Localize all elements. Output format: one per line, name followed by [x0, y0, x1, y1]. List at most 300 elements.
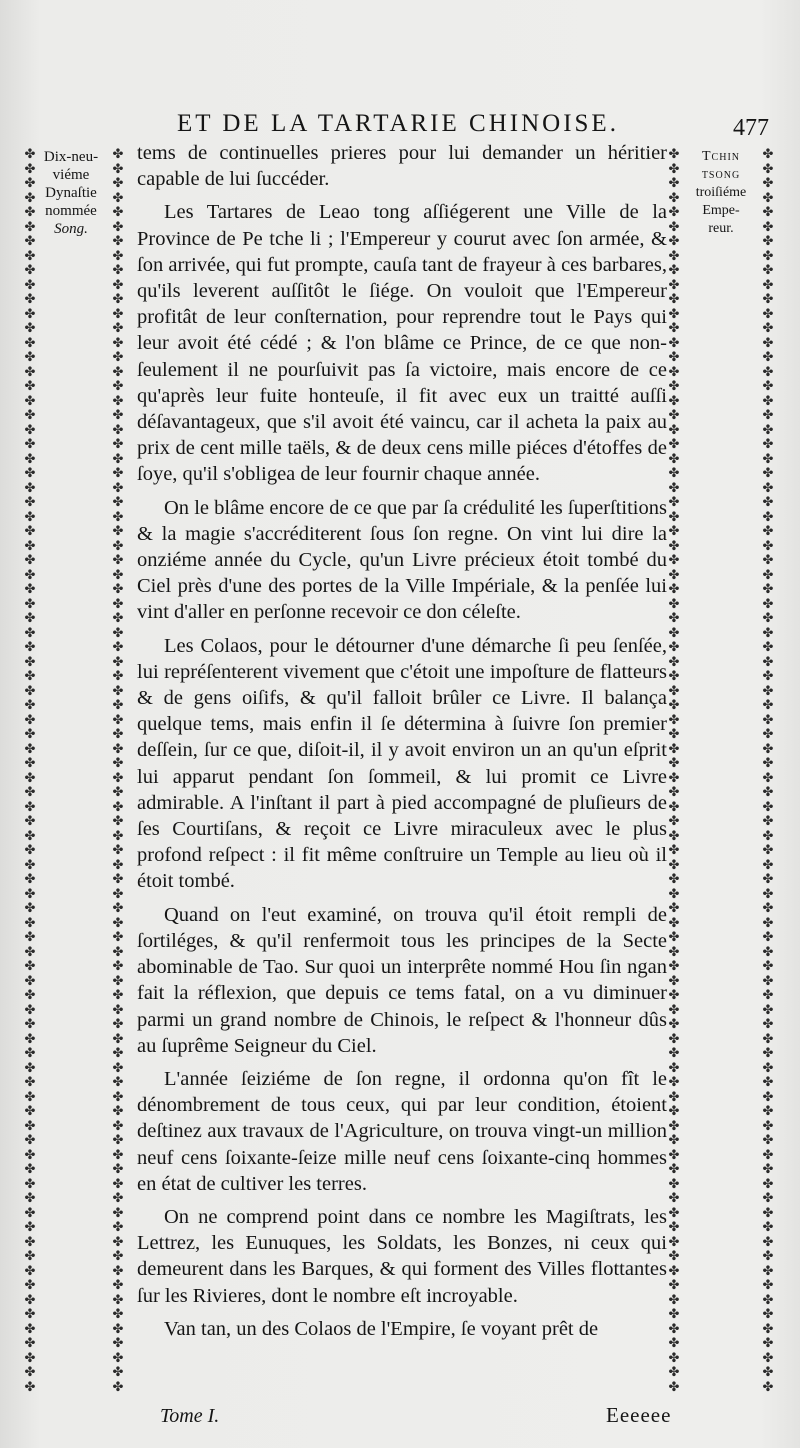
fleuron-ornament-icon: ✤ [24, 1278, 36, 1293]
fleuron-ornament-icon: ✤ [668, 785, 680, 800]
fleuron-ornament-icon: ✤ [762, 1220, 774, 1235]
fleuron-ornament-icon: ✤ [112, 292, 124, 307]
fleuron-ornament-icon: ✤ [762, 770, 774, 786]
left-margin-line: nommée [45, 203, 97, 219]
fleuron-ornament-icon: ✤ [112, 669, 124, 684]
fleuron-ornament-icon: ✤ [668, 1234, 680, 1250]
fleuron-ornament-icon: ✤ [112, 611, 124, 626]
fleuron-ornament-icon: ✤ [112, 785, 124, 800]
fleuron-ornament-icon: ✤ [668, 814, 680, 829]
fleuron-ornament-icon: ✤ [112, 480, 124, 496]
fleuron-ornament-icon: ✤ [762, 321, 774, 336]
fleuron-ornament-icon: ✤ [762, 727, 774, 742]
main-text [137, 140, 667, 1349]
fleuron-ornament-icon: ✤ [762, 335, 774, 351]
fleuron-ornament-icon: ✤ [24, 785, 36, 800]
fleuron-ornament-icon: ✤ [762, 1263, 774, 1279]
fleuron-ornament-icon: ✤ [112, 1118, 124, 1134]
fleuron-ornament-icon: ✤ [668, 698, 680, 713]
fleuron-ornament-icon: ✤ [24, 1031, 36, 1047]
fleuron-ornament-icon: ✤ [24, 727, 36, 742]
fleuron-ornament-icon: ✤ [112, 148, 124, 162]
fleuron-ornament-icon: ✤ [762, 161, 774, 177]
fleuron-ornament-icon: ✤ [762, 1104, 774, 1119]
fleuron-ornament-icon: ✤ [668, 944, 680, 960]
fleuron-ornament-icon: ✤ [24, 292, 36, 307]
fleuron-ornament-icon: ✤ [24, 234, 36, 249]
page-number: 477 [733, 115, 769, 141]
fleuron-ornament-icon: ✤ [24, 944, 36, 960]
fleuron-ornament-icon: ✤ [24, 567, 36, 583]
fleuron-ornament-icon: ✤ [24, 306, 36, 322]
fleuron-ornament-icon: ✤ [112, 756, 124, 771]
fleuron-ornament-icon: ✤ [668, 1060, 680, 1076]
fleuron-ornament-icon: ✤ [112, 451, 124, 467]
fleuron-ornament-icon: ✤ [668, 234, 680, 249]
fleuron-ornament-icon: ✤ [668, 1220, 680, 1235]
paragraph: Quand on l'eut examiné, on trouva qu'il étoit rempli de ſortiléges, & qu'il renfermoit tous les principes de la Secte abominable de Tao. Sur quoi un interprête nommé Hou ſin ngan fait la réflexion, que depuis ce tems fatal, on a vu diminuer parmi un grand nombre de Chinois, le reſpect & l'honneur dûs au ſuprême Seigneur du Ciel. [137, 903, 667, 1057]
fleuron-ornament-icon: ✤ [668, 1118, 680, 1134]
fleuron-ornament-icon: ✤ [112, 350, 124, 365]
fleuron-ornament-icon: ✤ [24, 364, 36, 380]
fleuron-ornament-icon: ✤ [112, 176, 124, 191]
fleuron-ornament-icon: ✤ [24, 1118, 36, 1134]
fleuron-ornament-icon: ✤ [24, 263, 36, 278]
fleuron-ornament-icon: ✤ [668, 466, 680, 481]
fleuron-ornament-icon: ✤ [112, 886, 124, 902]
fleuron-ornament-icon: ✤ [112, 683, 124, 699]
fleuron-ornament-icon: ✤ [112, 1104, 124, 1119]
fleuron-ornament-icon: ✤ [112, 161, 124, 177]
fleuron-ornament-icon: ✤ [24, 799, 36, 815]
fleuron-ornament-icon: ✤ [762, 422, 774, 438]
fleuron-ornament-icon: ✤ [668, 625, 680, 641]
fleuron-ornament-icon: ✤ [112, 248, 124, 264]
fleuron-ornament-icon: ✤ [24, 1263, 36, 1279]
fleuron-ornament-icon: ✤ [668, 727, 680, 742]
fleuron-ornament-icon: ✤ [668, 567, 680, 583]
fleuron-ornament-icon: ✤ [24, 1379, 36, 1395]
fleuron-ornament-icon: ✤ [762, 350, 774, 365]
fleuron-ornament-icon: ✤ [668, 306, 680, 322]
right-outer-ornament-column [760, 148, 776, 1398]
fleuron-ornament-icon: ✤ [24, 669, 36, 684]
fleuron-ornament-icon: ✤ [668, 1133, 680, 1148]
fleuron-ornament-icon: ✤ [762, 1234, 774, 1250]
fleuron-ornament-icon: ✤ [668, 495, 680, 510]
fleuron-ornament-icon: ✤ [112, 1002, 124, 1018]
left-inner-ornament-column [110, 148, 126, 1398]
fleuron-ornament-icon: ✤ [762, 538, 774, 554]
fleuron-ornament-icon: ✤ [24, 770, 36, 786]
fleuron-ornament-icon: ✤ [668, 509, 680, 525]
fleuron-ornament-icon: ✤ [112, 741, 124, 757]
fleuron-ornament-icon: ✤ [112, 364, 124, 380]
fleuron-ornament-icon: ✤ [762, 379, 774, 394]
fleuron-ornament-icon: ✤ [24, 1162, 36, 1177]
fleuron-ornament-icon: ✤ [112, 1046, 124, 1061]
paragraph: L'année ſeiziéme de ſon regne, il ordonna qu'on fît le dénombrement de tous ceux, qui par leur condition, étoient deſtinez aux travaux de l'Agriculture, on trouva vingt-un million neuf cens ſoixante-ſeize mille neuf cens ſoixante-cinq hommes en état de cultiver les terres. [137, 1067, 667, 1195]
fleuron-ornament-icon: ✤ [24, 741, 36, 757]
fleuron-ornament-icon: ✤ [24, 828, 36, 844]
fleuron-ornament-icon: ✤ [112, 1336, 124, 1351]
fleuron-ornament-icon: ✤ [24, 814, 36, 829]
fleuron-ornament-icon: ✤ [762, 466, 774, 481]
fleuron-ornament-icon: ✤ [112, 1147, 124, 1163]
fleuron-ornament-icon: ✤ [762, 872, 774, 887]
fleuron-ornament-icon: ✤ [24, 1075, 36, 1090]
fleuron-ornament-icon: ✤ [668, 451, 680, 467]
fleuron-ornament-icon: ✤ [24, 350, 36, 365]
fleuron-ornament-icon: ✤ [112, 625, 124, 641]
fleuron-ornament-icon: ✤ [668, 248, 680, 264]
fleuron-ornament-icon: ✤ [668, 1263, 680, 1279]
fleuron-ornament-icon: ✤ [762, 234, 774, 249]
fleuron-ornament-icon: ✤ [112, 1234, 124, 1250]
fleuron-ornament-icon: ✤ [668, 176, 680, 191]
paragraph: Les Tartares de Leao tong aſſiégerent une Ville de la Province de Pe tche li ; l'Empereur y courut avec ſon armée, & ſon arrivée, qui fut prompte, cauſa tant de frayeur à ces barbares, qu'ils leverent auſſitôt le ſiége. On vouloit que l'Empereur profitât de leur conſternation, pour reprendre tout le Pays qui leur avoit été cédé ; & l'on blâme ce Prince, de ce que non-ſeulement il ne pourſuivit pas ſa victoire, mais encore de ce qu'après leur fuite honteuſe, il fit avec eux un traitté auſſi déſavantageux, que s'il avoit été vaincu, car il acheta la paix au prix de cent mille taëls, & de deux cens mille piéces d'étoffes de ſoye, qu'il s'obligea de leur fournir chaque année. [137, 201, 667, 486]
fleuron-ornament-icon: ✤ [24, 1220, 36, 1235]
fleuron-ornament-icon: ✤ [668, 843, 680, 858]
fleuron-ornament-icon: ✤ [112, 205, 124, 220]
fleuron-ornament-icon: ✤ [668, 148, 680, 162]
fleuron-ornament-icon: ✤ [762, 1321, 774, 1337]
fleuron-ornament-icon: ✤ [24, 321, 36, 336]
fleuron-ornament-icon: ✤ [762, 640, 774, 655]
fleuron-ornament-icon: ✤ [24, 277, 36, 293]
fleuron-ornament-icon: ✤ [24, 756, 36, 771]
fleuron-ornament-icon: ✤ [112, 1075, 124, 1090]
fleuron-ornament-icon: ✤ [668, 973, 680, 989]
fleuron-ornament-icon: ✤ [668, 379, 680, 394]
fleuron-ornament-icon: ✤ [668, 596, 680, 612]
fleuron-ornament-icon: ✤ [668, 799, 680, 815]
fleuron-ornament-icon: ✤ [112, 1263, 124, 1279]
right-margin-line: Empe- [702, 203, 740, 218]
fleuron-ornament-icon: ✤ [668, 190, 680, 206]
fleuron-ornament-icon: ✤ [762, 1191, 774, 1206]
fleuron-ornament-icon: ✤ [762, 611, 774, 626]
fleuron-ornament-icon: ✤ [668, 915, 680, 931]
fleuron-ornament-icon: ✤ [668, 1002, 680, 1018]
fleuron-ornament-icon: ✤ [24, 915, 36, 931]
fleuron-ornament-icon: ✤ [112, 524, 124, 539]
fleuron-ornament-icon: ✤ [668, 437, 680, 452]
fleuron-ornament-icon: ✤ [762, 1205, 774, 1221]
fleuron-ornament-icon: ✤ [112, 1278, 124, 1293]
fleuron-ornament-icon: ✤ [668, 350, 680, 365]
fleuron-ornament-icon: ✤ [762, 988, 774, 1003]
fleuron-ornament-icon: ✤ [762, 741, 774, 757]
fleuron-ornament-icon: ✤ [762, 698, 774, 713]
fleuron-ornament-icon: ✤ [112, 1162, 124, 1177]
left-margin-line: Dix-neu- [43, 149, 99, 165]
paragraph-continued: tems de continuelles prieres pour lui demander un héritier capable de lui ſuccéder. [137, 142, 667, 191]
fleuron-ornament-icon: ✤ [112, 1220, 124, 1235]
fleuron-ornament-icon: ✤ [762, 1162, 774, 1177]
fleuron-ornament-icon: ✤ [112, 422, 124, 438]
fleuron-ornament-icon: ✤ [24, 148, 36, 162]
fleuron-ornament-icon: ✤ [668, 654, 680, 670]
fleuron-ornament-icon: ✤ [762, 567, 774, 583]
fleuron-ornament-icon: ✤ [112, 872, 124, 887]
fleuron-ornament-icon: ✤ [668, 292, 680, 307]
fleuron-ornament-icon: ✤ [24, 480, 36, 496]
fleuron-ornament-icon: ✤ [24, 1249, 36, 1264]
fleuron-ornament-icon: ✤ [762, 1075, 774, 1090]
fleuron-ornament-icon: ✤ [24, 886, 36, 902]
fleuron-ornament-icon: ✤ [24, 872, 36, 887]
fleuron-ornament-icon: ✤ [762, 190, 774, 206]
fleuron-ornament-icon: ✤ [668, 611, 680, 626]
fleuron-ornament-icon: ✤ [24, 1336, 36, 1351]
fleuron-ornament-icon: ✤ [762, 857, 774, 873]
fleuron-ornament-icon: ✤ [668, 1205, 680, 1221]
fleuron-ornament-icon: ✤ [112, 1350, 124, 1366]
fleuron-ornament-icon: ✤ [112, 335, 124, 351]
fleuron-ornament-icon: ✤ [24, 335, 36, 351]
fleuron-ornament-icon: ✤ [668, 205, 680, 220]
fleuron-ornament-icon: ✤ [668, 756, 680, 771]
fleuron-ornament-icon: ✤ [24, 1307, 36, 1322]
fleuron-ornament-icon: ✤ [24, 1234, 36, 1250]
fleuron-ornament-icon: ✤ [24, 1321, 36, 1337]
fleuron-ornament-icon: ✤ [24, 379, 36, 394]
fleuron-ornament-icon: ✤ [762, 843, 774, 858]
fleuron-ornament-icon: ✤ [112, 843, 124, 858]
fleuron-ornament-icon: ✤ [112, 234, 124, 249]
fleuron-ornament-icon: ✤ [112, 698, 124, 713]
fleuron-ornament-icon: ✤ [762, 306, 774, 322]
fleuron-ornament-icon: ✤ [762, 915, 774, 931]
fleuron-ornament-icon: ✤ [668, 1046, 680, 1061]
fleuron-ornament-icon: ✤ [668, 669, 680, 684]
fleuron-ornament-icon: ✤ [112, 1249, 124, 1264]
fleuron-ornament-icon: ✤ [24, 190, 36, 206]
fleuron-ornament-icon: ✤ [668, 277, 680, 293]
fleuron-ornament-icon: ✤ [112, 1205, 124, 1221]
fleuron-ornament-icon: ✤ [24, 973, 36, 989]
fleuron-ornament-icon: ✤ [24, 437, 36, 452]
fleuron-ornament-icon: ✤ [112, 959, 124, 974]
fleuron-ornament-icon: ✤ [24, 219, 36, 235]
fleuron-ornament-icon: ✤ [668, 1379, 680, 1395]
fleuron-ornament-icon: ✤ [24, 930, 36, 945]
fleuron-ornament-icon: ✤ [112, 190, 124, 206]
fleuron-ornament-icon: ✤ [24, 901, 36, 916]
fleuron-ornament-icon: ✤ [112, 437, 124, 452]
paragraph: On le blâme encore de ce que par ſa crédulité les ſuperſtitions & la magie s'accréditerent ſous ſon regne. On vint lui dire la onziéme année du Cycle, qu'un Livre précieux étoit tombé du Ciel près d'une des portes de la Ville Impériale, & la penſée lui vint d'aller en perſonne recevoir ce don céleſte. [137, 496, 667, 624]
fleuron-ornament-icon: ✤ [762, 901, 774, 916]
fleuron-ornament-icon: ✤ [668, 1075, 680, 1090]
fleuron-ornament-icon: ✤ [112, 1060, 124, 1076]
fleuron-ornament-icon: ✤ [668, 1176, 680, 1192]
fleuron-ornament-icon: ✤ [24, 176, 36, 191]
fleuron-ornament-icon: ✤ [762, 205, 774, 220]
fleuron-ornament-icon: ✤ [762, 712, 774, 728]
fleuron-ornament-icon: ✤ [24, 683, 36, 699]
fleuron-ornament-icon: ✤ [668, 321, 680, 336]
fleuron-ornament-icon: ✤ [762, 292, 774, 307]
right-inner-ornament-column [666, 148, 682, 1398]
fleuron-ornament-icon: ✤ [668, 886, 680, 902]
fleuron-ornament-icon: ✤ [112, 1031, 124, 1047]
fleuron-ornament-icon: ✤ [668, 930, 680, 945]
paragraph: Van tan, un des Colaos de l'Empire, ſe voyant prêt de [164, 1317, 599, 1340]
left-margin-line: Song. [54, 221, 88, 237]
fleuron-ornament-icon: ✤ [668, 524, 680, 539]
fleuron-ornament-icon: ✤ [762, 1176, 774, 1192]
fleuron-ornament-icon: ✤ [762, 814, 774, 829]
fleuron-ornament-icon: ✤ [112, 567, 124, 583]
fleuron-ornament-icon: ✤ [762, 1350, 774, 1366]
fleuron-ornament-icon: ✤ [24, 538, 36, 554]
fleuron-ornament-icon: ✤ [762, 1046, 774, 1061]
fleuron-ornament-icon: ✤ [668, 1191, 680, 1206]
fleuron-ornament-icon: ✤ [668, 1089, 680, 1105]
fleuron-ornament-icon: ✤ [24, 1089, 36, 1105]
fleuron-ornament-icon: ✤ [668, 263, 680, 278]
fleuron-ornament-icon: ✤ [112, 1365, 124, 1380]
fleuron-ornament-icon: ✤ [112, 712, 124, 728]
left-outer-ornament-column [22, 148, 38, 1398]
fleuron-ornament-icon: ✤ [112, 1379, 124, 1395]
fleuron-ornament-icon: ✤ [668, 1365, 680, 1380]
fleuron-ornament-icon: ✤ [24, 1147, 36, 1163]
fleuron-ornament-icon: ✤ [112, 944, 124, 960]
fleuron-ornament-icon: ✤ [112, 1191, 124, 1206]
fleuron-ornament-icon: ✤ [668, 335, 680, 351]
fleuron-ornament-icon: ✤ [762, 625, 774, 641]
fleuron-ornament-icon: ✤ [762, 799, 774, 815]
fleuron-ornament-icon: ✤ [762, 364, 774, 380]
fleuron-ornament-icon: ✤ [112, 495, 124, 510]
fleuron-ornament-icon: ✤ [112, 770, 124, 786]
fleuron-ornament-icon: ✤ [668, 1292, 680, 1308]
fleuron-ornament-icon: ✤ [762, 408, 774, 423]
fleuron-ornament-icon: ✤ [668, 161, 680, 177]
fleuron-ornament-icon: ✤ [112, 1307, 124, 1322]
fleuron-ornament-icon: ✤ [762, 596, 774, 612]
fleuron-ornament-icon: ✤ [24, 1292, 36, 1308]
fleuron-ornament-icon: ✤ [762, 1307, 774, 1322]
fleuron-ornament-icon: ✤ [112, 1292, 124, 1308]
right-margin-line: tsong [701, 167, 741, 182]
fleuron-ornament-icon: ✤ [762, 248, 774, 264]
fleuron-ornament-icon: ✤ [112, 509, 124, 525]
fleuron-ornament-icon: ✤ [24, 1133, 36, 1148]
paragraph: Les Colaos, pour le détourner d'une démarche ſi peu ſenſée, lui repréſenterent vivement que c'étoit une impoſture de flatteurs & de gens oiſifs, & qu'il falloit brûler ce Livre. Il balança quelque tems, mais enfin il ſe détermina à ſuivre ſon premier deſſein, ſur ce que, diſoit-il, il y avoit environ un an qu'un eſprit lui apparut pendant ſon ſommeil, & lui promit ce Livre admirable. A l'inſtant il part à pied accompagné de pluſieurs de ſes Courtiſans, & reçoit ce Livre miraculeux avec le plus profond reſpect : il fit même conſtruire un Temple au lieu où il étoit tombé. [137, 634, 667, 893]
fleuron-ornament-icon: ✤ [762, 886, 774, 902]
fleuron-ornament-icon: ✤ [24, 509, 36, 525]
fleuron-ornament-icon: ✤ [24, 1191, 36, 1206]
fleuron-ornament-icon: ✤ [762, 148, 774, 162]
right-margin-line: troiſiéme [695, 185, 747, 200]
fleuron-ornament-icon: ✤ [762, 1365, 774, 1380]
fleuron-ornament-icon: ✤ [24, 582, 36, 597]
fleuron-ornament-icon: ✤ [112, 408, 124, 423]
fleuron-ornament-icon: ✤ [112, 727, 124, 742]
fleuron-ornament-icon: ✤ [668, 480, 680, 496]
fleuron-ornament-icon: ✤ [24, 161, 36, 177]
fleuron-ornament-icon: ✤ [668, 1162, 680, 1177]
fleuron-ornament-icon: ✤ [668, 1278, 680, 1293]
fleuron-ornament-icon: ✤ [24, 451, 36, 467]
fleuron-ornament-icon: ✤ [668, 422, 680, 438]
fleuron-ornament-icon: ✤ [762, 524, 774, 539]
fleuron-ornament-icon: ✤ [112, 553, 124, 568]
left-margin-line: viéme [52, 167, 90, 183]
fleuron-ornament-icon: ✤ [762, 1118, 774, 1134]
fleuron-ornament-icon: ✤ [762, 785, 774, 800]
fleuron-ornament-icon: ✤ [112, 263, 124, 278]
fleuron-ornament-icon: ✤ [762, 930, 774, 945]
fleuron-ornament-icon: ✤ [24, 1060, 36, 1076]
fleuron-ornament-icon: ✤ [668, 1031, 680, 1047]
fleuron-ornament-icon: ✤ [112, 640, 124, 655]
fleuron-ornament-icon: ✤ [762, 944, 774, 960]
fleuron-ornament-icon: ✤ [24, 248, 36, 264]
fleuron-ornament-icon: ✤ [762, 393, 774, 409]
fleuron-ornament-icon: ✤ [24, 625, 36, 641]
fleuron-ornament-icon: ✤ [762, 1060, 774, 1076]
fleuron-ornament-icon: ✤ [24, 1176, 36, 1192]
fleuron-ornament-icon: ✤ [762, 1336, 774, 1351]
fleuron-ornament-icon: ✤ [668, 1017, 680, 1032]
fleuron-ornament-icon: ✤ [762, 437, 774, 452]
fleuron-ornament-icon: ✤ [668, 770, 680, 786]
fleuron-ornament-icon: ✤ [668, 1350, 680, 1366]
fleuron-ornament-icon: ✤ [668, 553, 680, 568]
fleuron-ornament-icon: ✤ [24, 1002, 36, 1018]
fleuron-ornament-icon: ✤ [112, 1133, 124, 1148]
fleuron-ornament-icon: ✤ [668, 1249, 680, 1264]
fleuron-ornament-icon: ✤ [112, 321, 124, 336]
fleuron-ornament-icon: ✤ [112, 538, 124, 554]
left-margin-note [34, 148, 108, 238]
fleuron-ornament-icon: ✤ [112, 988, 124, 1003]
fleuron-ornament-icon: ✤ [668, 741, 680, 757]
fleuron-ornament-icon: ✤ [668, 582, 680, 597]
fleuron-ornament-icon: ✤ [112, 828, 124, 844]
fleuron-ornament-icon: ✤ [112, 466, 124, 481]
fleuron-ornament-icon: ✤ [668, 219, 680, 235]
fleuron-ornament-icon: ✤ [668, 683, 680, 699]
fleuron-ornament-icon: ✤ [24, 466, 36, 481]
left-margin-line: Dynaſtie [45, 185, 97, 201]
fleuron-ornament-icon: ✤ [112, 306, 124, 322]
fleuron-ornament-icon: ✤ [762, 1017, 774, 1032]
fleuron-ornament-icon: ✤ [668, 393, 680, 409]
fleuron-ornament-icon: ✤ [762, 1002, 774, 1018]
right-margin-line: reur. [708, 221, 734, 236]
fleuron-ornament-icon: ✤ [762, 277, 774, 293]
fleuron-ornament-icon: ✤ [24, 1104, 36, 1119]
fleuron-ornament-icon: ✤ [668, 901, 680, 916]
fleuron-ornament-icon: ✤ [668, 988, 680, 1003]
fleuron-ornament-icon: ✤ [762, 1278, 774, 1293]
fleuron-ornament-icon: ✤ [668, 712, 680, 728]
fleuron-ornament-icon: ✤ [24, 698, 36, 713]
fleuron-ornament-icon: ✤ [112, 393, 124, 409]
fleuron-ornament-icon: ✤ [762, 973, 774, 989]
fleuron-ornament-icon: ✤ [112, 654, 124, 670]
fleuron-ornament-icon: ✤ [668, 872, 680, 887]
fleuron-ornament-icon: ✤ [24, 843, 36, 858]
fleuron-ornament-icon: ✤ [668, 640, 680, 655]
fleuron-ornament-icon: ✤ [762, 756, 774, 771]
fleuron-ornament-icon: ✤ [762, 176, 774, 191]
